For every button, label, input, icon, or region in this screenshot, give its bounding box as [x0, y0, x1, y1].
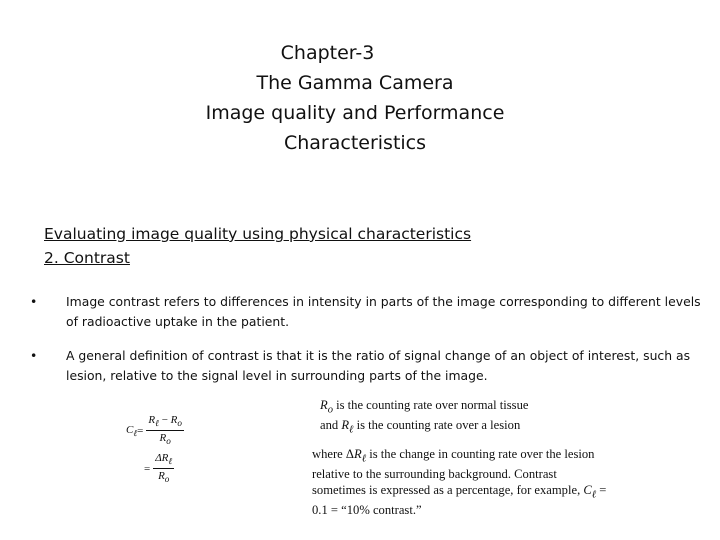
- section-subheading: 2. Contrast: [44, 249, 130, 267]
- bullet-text: A general definition of contrast is that it is the ratio of signal change of an object of interest, such as lesion, relative to the signal level in surrounding parts of the image.: [66, 348, 691, 383]
- fraction-1-denominator: $R_o$: [159, 432, 171, 447]
- fraction-2-numerator: $\Delta R_\ell$: [153, 452, 174, 469]
- formula-row-2: [144, 452, 174, 485]
- formula-row-1: [126, 414, 184, 447]
- section-heading-block: [44, 222, 471, 270]
- bullet-list: [30, 292, 702, 400]
- section-heading: Evaluating image quality using physical characteristics: [44, 225, 472, 243]
- bullet-item: [30, 292, 702, 332]
- explanation-para-2: where $\Delta R_\ell$ is the change in counting rate over the lesion relative to the surrounding background. Contrast sometimes is expressed as a percentage, for example, $C_\ell = 0.1$ = “10% contrast.”: [312, 447, 607, 517]
- formula-lhs: $C_\ell$: [126, 423, 138, 438]
- formula-eq: =: [137, 424, 144, 437]
- formula-fraction-2: [153, 452, 174, 485]
- formula-explanation: [312, 398, 612, 527]
- bullet-dot: •: [30, 348, 38, 363]
- title-line-chapter: Chapter-3: [280, 42, 375, 64]
- bullet-item: [30, 346, 702, 386]
- explanation-para-1: $R_o$ is the counting rate over normal tissue and $R_\ell$ is the counting rate over a lesion: [320, 398, 529, 436]
- formula-fraction-1: [146, 414, 184, 447]
- bullet-dot: •: [30, 294, 38, 309]
- title-line-quality: Image quality and Performance: [205, 102, 505, 124]
- fraction-1-numerator: $R_\ell - R_o$: [146, 414, 184, 431]
- contrast-formula: [126, 410, 216, 490]
- slide-title: [150, 38, 560, 158]
- title-line-camera: The Gamma Camera: [256, 72, 454, 94]
- fraction-2-denominator: $R_o$: [158, 470, 170, 485]
- bullet-text: Image contrast refers to differences in intensity in parts of the image corresponding to different levels of radioactive uptake in the patient.: [66, 294, 701, 329]
- title-line-characteristics: Characteristics: [283, 132, 427, 154]
- formula-eq: =: [144, 462, 151, 475]
